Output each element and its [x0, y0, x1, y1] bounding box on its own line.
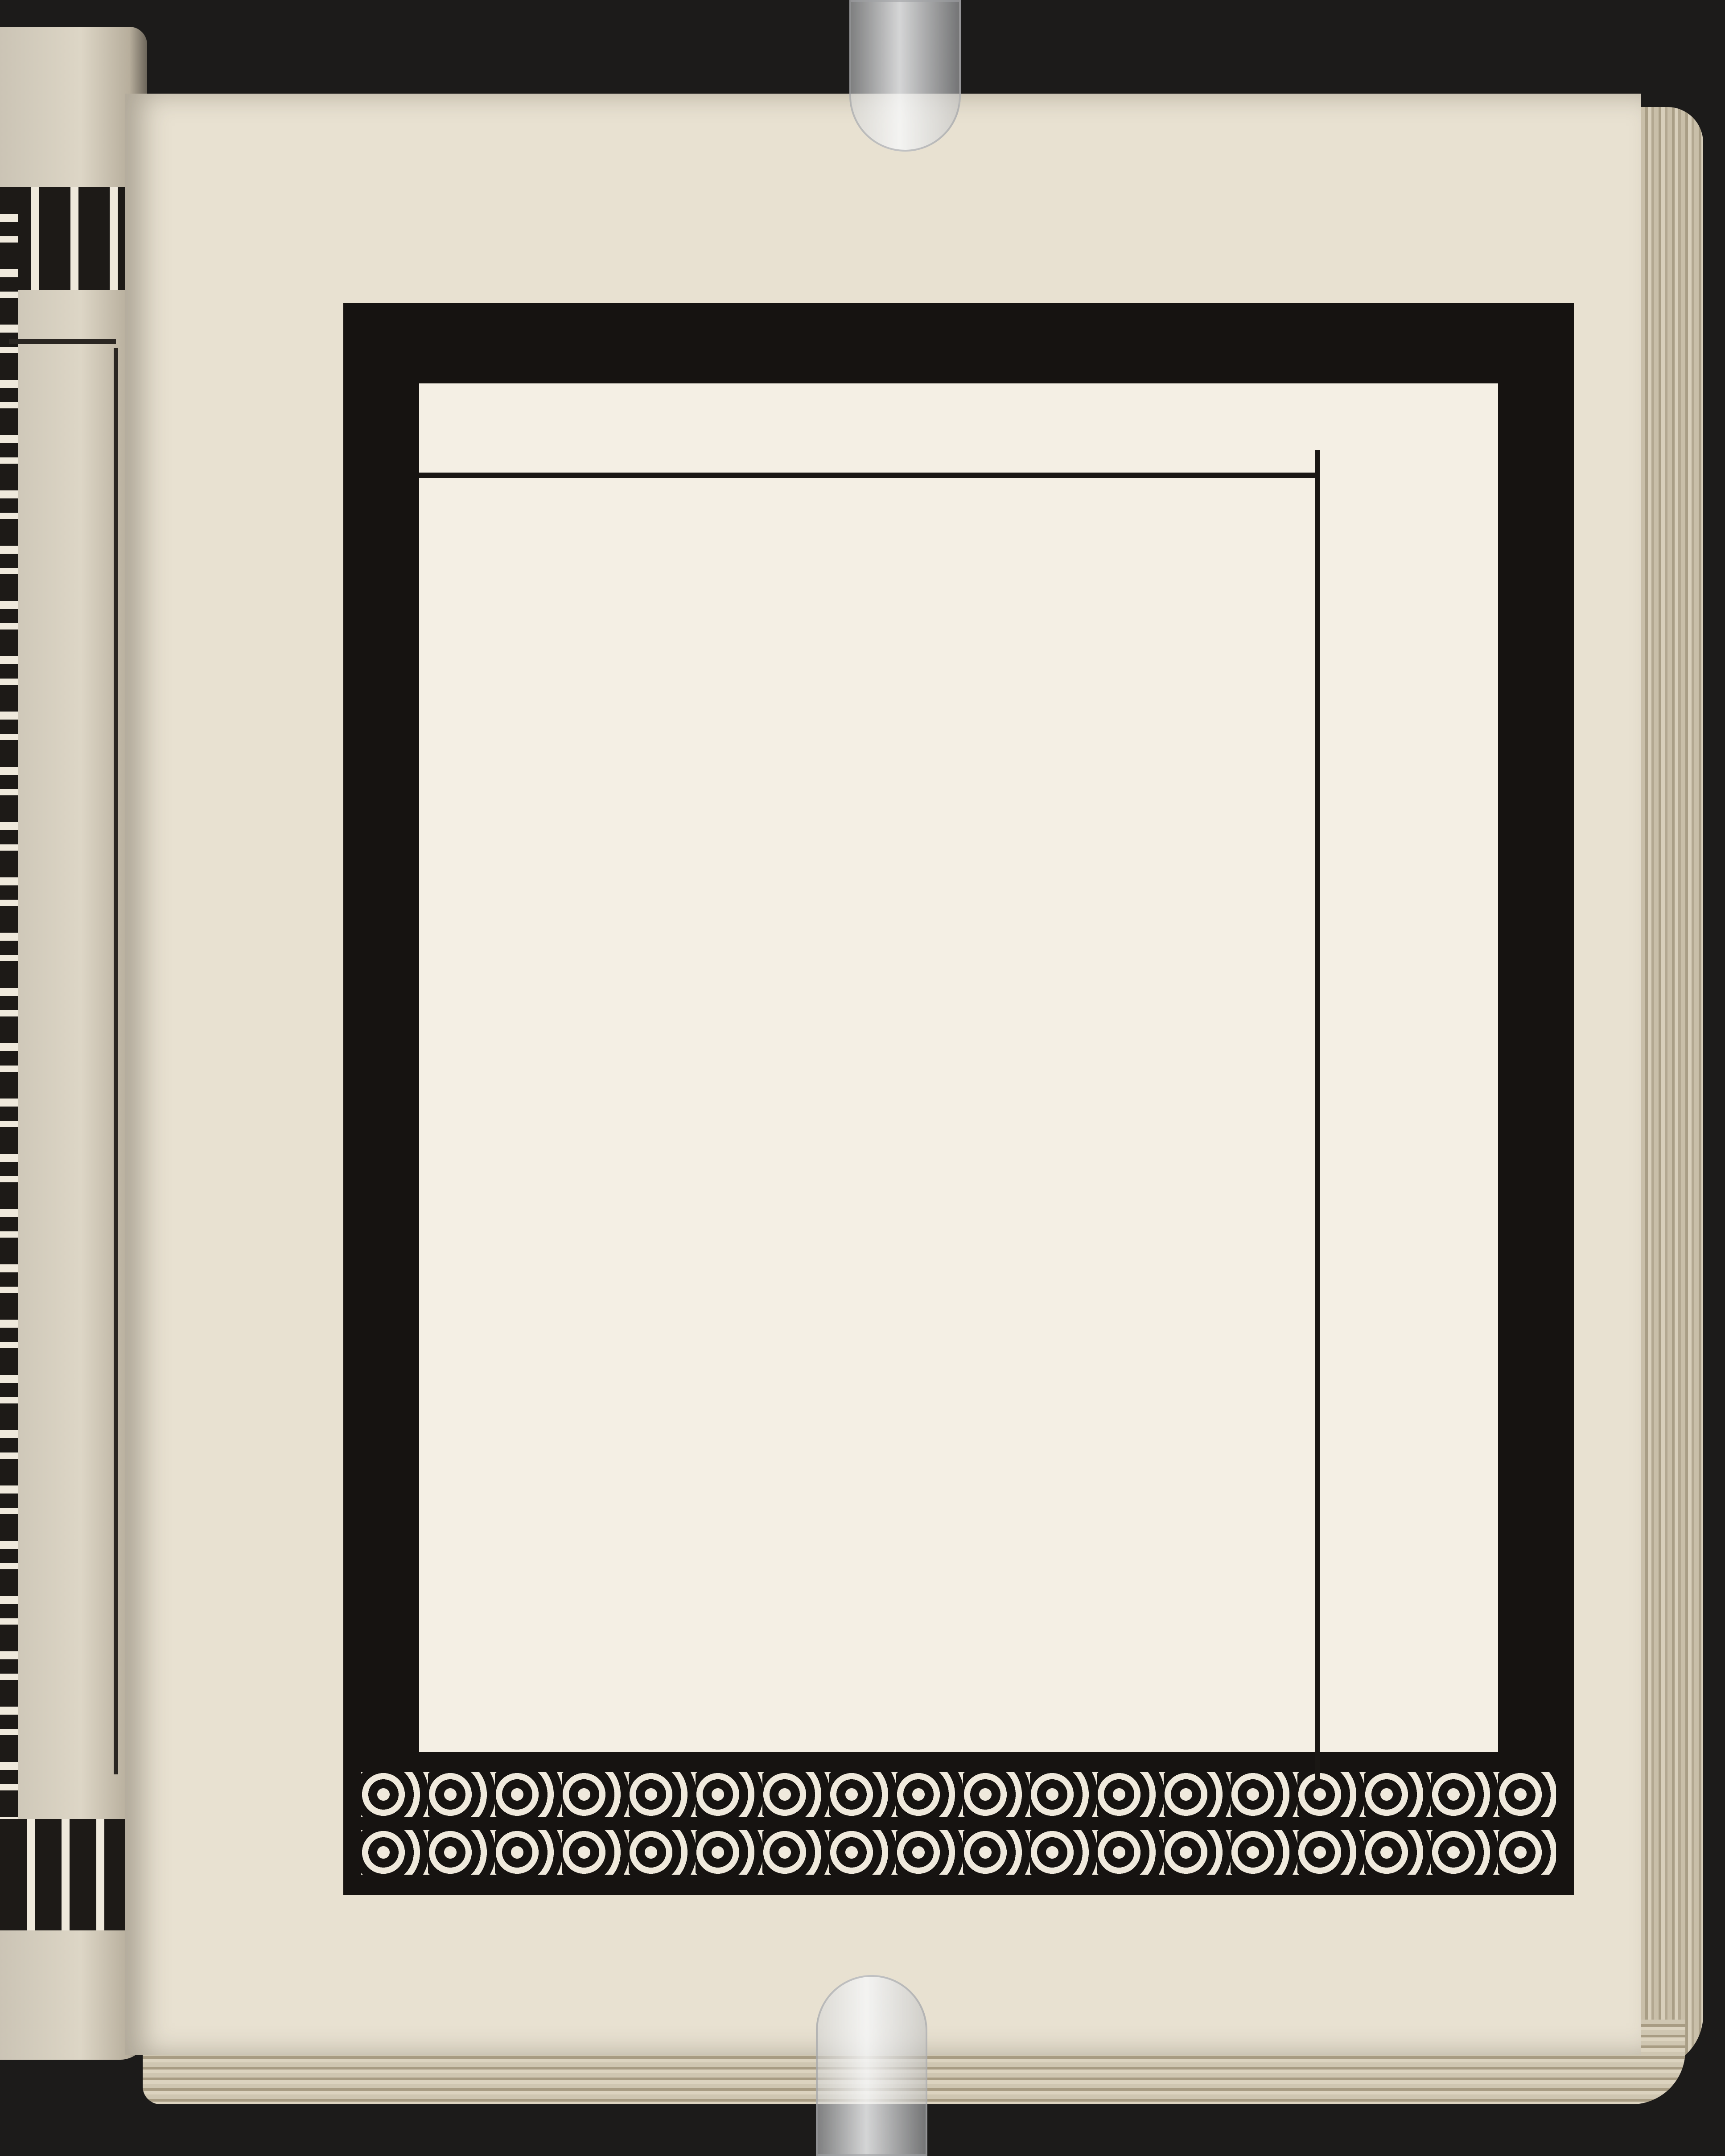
left-page-bottom-ornament — [0, 1819, 134, 1930]
scroll-ornament-row — [361, 1830, 1556, 1875]
right-page — [125, 94, 1641, 2055]
top-page-clip — [849, 0, 961, 152]
left-page-ornament-border — [0, 187, 18, 1926]
column-rule — [1315, 450, 1320, 1788]
left-page-rule — [9, 339, 116, 344]
left-page-ornament-band — [0, 187, 134, 290]
top-ornament-band — [343, 303, 1574, 383]
text-block — [419, 383, 1498, 1752]
bottom-page-clip — [816, 1975, 927, 2156]
woodcut-frame — [343, 303, 1574, 1895]
bottom-ornament-band — [343, 1752, 1574, 1895]
running-head — [419, 383, 1315, 473]
right-ornament-band — [1498, 383, 1574, 1752]
left-ornament-band — [343, 383, 419, 1752]
head-rule — [419, 473, 1320, 478]
page-foot — [419, 1676, 1315, 1739]
left-page-column-rule — [114, 348, 118, 1774]
scroll-ornament-row — [361, 1772, 1556, 1817]
